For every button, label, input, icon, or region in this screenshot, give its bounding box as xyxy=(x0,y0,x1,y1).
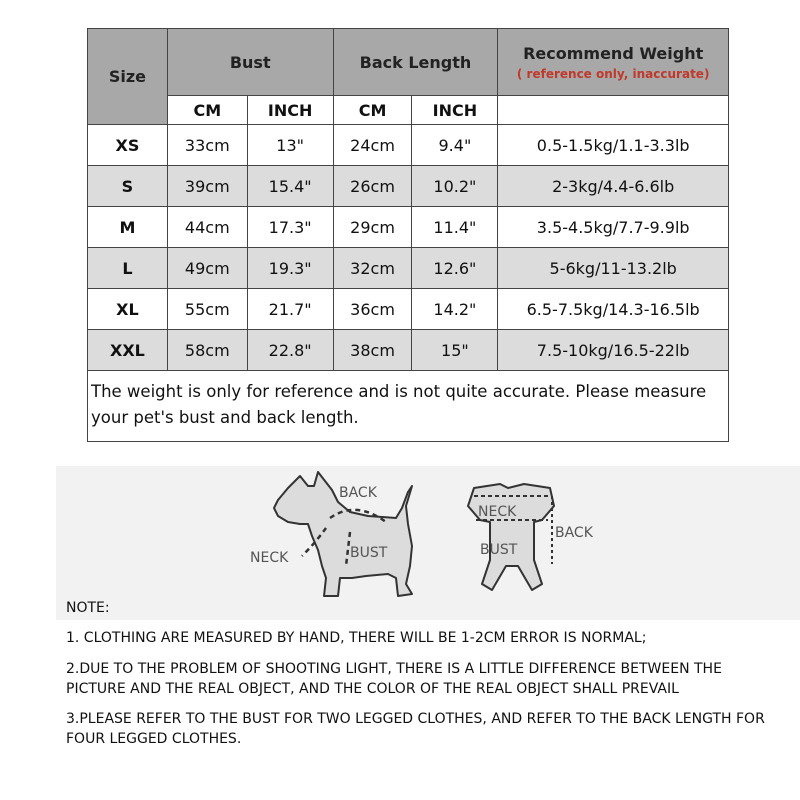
measurement-diagram xyxy=(56,466,800,620)
weight-cell: 7.5-10kg/16.5-22lb xyxy=(498,330,729,371)
back-cm-cell: 24cm xyxy=(333,125,412,166)
back-inch-cell: 10.2" xyxy=(412,166,498,207)
size-cell: S xyxy=(88,166,168,207)
garment-neck-label: NECK xyxy=(478,504,517,520)
back-inch-cell: 9.4" xyxy=(412,125,498,166)
measurement-illustration xyxy=(56,466,800,620)
size-cell: XS xyxy=(88,125,168,166)
bust-inch-cell: 17.3" xyxy=(247,207,333,248)
back-cm-header: CM xyxy=(333,96,412,125)
header-row xyxy=(88,29,729,96)
bust-inch-cell: 21.7" xyxy=(247,289,333,330)
bust-cm-cell: 39cm xyxy=(167,166,247,207)
weight-cell: 5-6kg/11-13.2lb xyxy=(498,248,729,289)
table-row xyxy=(88,125,729,166)
back-inch-cell: 15" xyxy=(412,330,498,371)
note-item-3: 3.PLEASE REFER TO THE BUST FOR TWO LEGGED CLOTHES, AND REFER TO THE BACK LENGTH FOR FOUR LEGGED CLOTHES. xyxy=(66,711,765,747)
back-cm-cell: 38cm xyxy=(333,330,412,371)
garment-shape xyxy=(468,484,554,590)
dog-bust-label: BUST xyxy=(350,545,388,561)
bust-cm-cell: 55cm xyxy=(167,289,247,330)
size-cell: XL xyxy=(88,289,168,330)
size-header: Size xyxy=(88,29,168,125)
size-chart-table xyxy=(87,28,729,442)
dog-illustration xyxy=(250,472,412,596)
bust-inch-cell: 15.4" xyxy=(247,166,333,207)
bust-inch-cell: 19.3" xyxy=(247,248,333,289)
bust-cm-header: CM xyxy=(167,96,247,125)
dog-neck-label: NECK xyxy=(250,550,289,566)
bust-inch-cell: 13" xyxy=(247,125,333,166)
recommend-weight-header xyxy=(498,29,729,96)
dog-back-label: BACK xyxy=(339,485,377,501)
back-cm-cell: 29cm xyxy=(333,207,412,248)
units-row xyxy=(88,96,729,125)
footer-row xyxy=(88,371,729,442)
back-inch-header: INCH xyxy=(412,96,498,125)
notes-section xyxy=(66,598,786,749)
recommend-weight-note: ( reference only, inaccurate) xyxy=(516,66,710,81)
size-cell: L xyxy=(88,248,168,289)
garment-back-label: BACK xyxy=(555,525,593,541)
bust-cm-cell: 33cm xyxy=(167,125,247,166)
back-inch-cell: 14.2" xyxy=(412,289,498,330)
weight-units-blank xyxy=(498,96,729,125)
weight-cell: 2-3kg/4.4-6.6lb xyxy=(498,166,729,207)
notes-title: NOTE: xyxy=(66,600,110,616)
bust-header: Bust xyxy=(167,29,333,96)
back-cm-cell: 32cm xyxy=(333,248,412,289)
weight-cell: 0.5-1.5kg/1.1-3.3lb xyxy=(498,125,729,166)
weight-cell: 6.5-7.5kg/14.3-16.5lb xyxy=(498,289,729,330)
table-row xyxy=(88,207,729,248)
back-inch-cell: 12.6" xyxy=(412,248,498,289)
back-inch-cell: 11.4" xyxy=(412,207,498,248)
note-item-1: 1. CLOTHING ARE MEASURED BY HAND, THERE WILL BE 1-2CM ERROR IS NORMAL; xyxy=(66,630,647,646)
back-length-header: Back Length xyxy=(333,29,498,96)
bust-cm-cell: 44cm xyxy=(167,207,247,248)
bust-cm-cell: 49cm xyxy=(167,248,247,289)
bust-cm-cell: 58cm xyxy=(167,330,247,371)
back-cm-cell: 26cm xyxy=(333,166,412,207)
size-cell: M xyxy=(88,207,168,248)
table-row xyxy=(88,248,729,289)
table-row xyxy=(88,330,729,371)
weight-cell: 3.5-4.5kg/7.7-9.9lb xyxy=(498,207,729,248)
back-cm-cell: 36cm xyxy=(333,289,412,330)
garment-bust-label: BUST xyxy=(480,542,518,558)
bust-inch-cell: 22.8" xyxy=(247,330,333,371)
garment-illustration xyxy=(468,484,594,590)
table-row xyxy=(88,289,729,330)
bust-inch-header: INCH xyxy=(247,96,333,125)
table-row xyxy=(88,166,729,207)
recommend-weight-title: Recommend Weight xyxy=(523,43,704,63)
size-cell: XXL xyxy=(88,330,168,371)
weight-disclaimer: The weight is only for reference and is not quite accurate. Please measure your pet's bust and back length. xyxy=(88,371,729,442)
note-item-2: 2.DUE TO THE PROBLEM OF SHOOTING LIGHT, THERE IS A LITTLE DIFFERENCE BETWEEN THE PICTURE AND THE REAL OBJECT, AND THE COLOR OF THE REAL OBJECT SHALL PREVAIL xyxy=(66,661,722,697)
